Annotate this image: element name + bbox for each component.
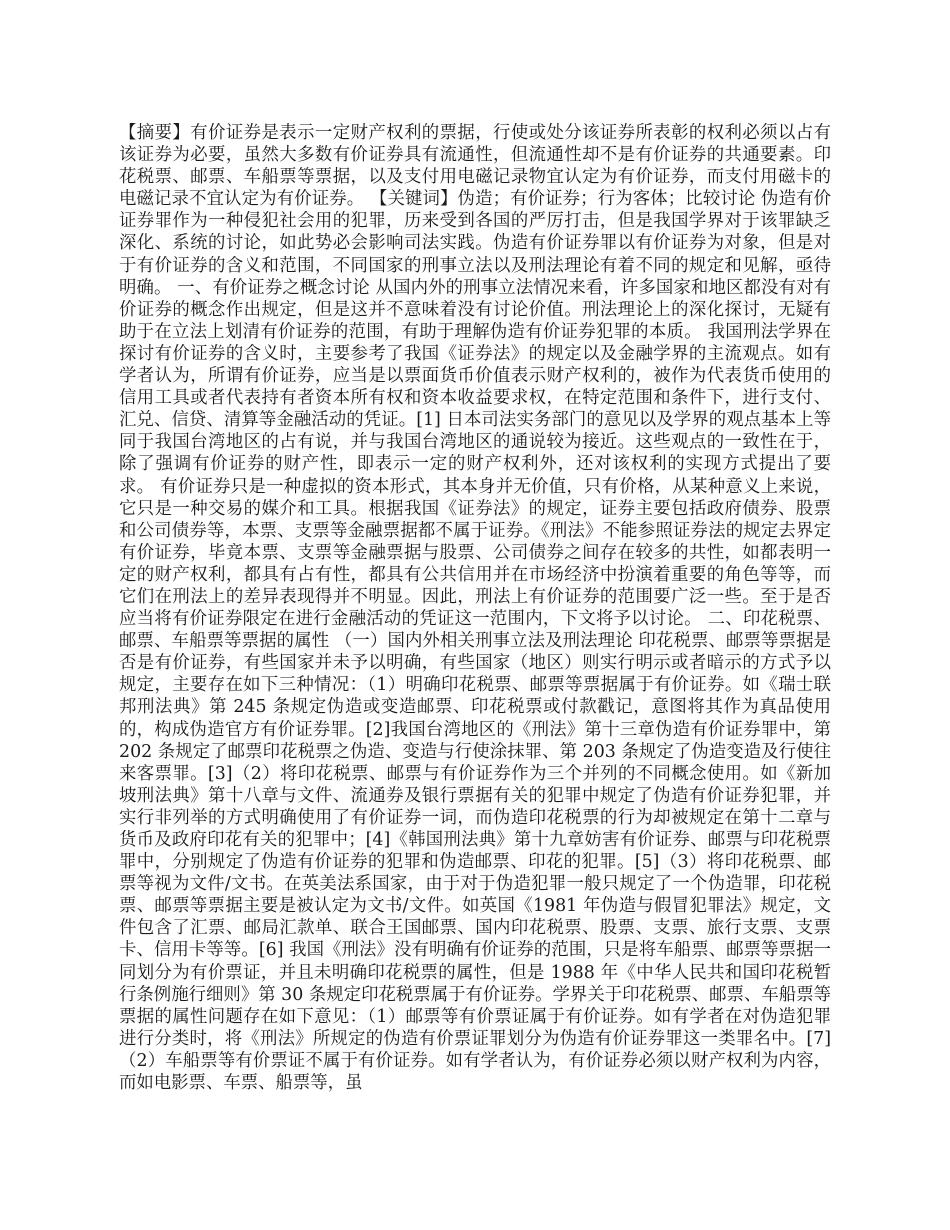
article-body-text: 【摘要】有价证券是表示一定财产权利的票据，行使或处分该证券所表彰的权利必须以占有该证券为必要，虽然大多数有价证券具有流通性，但流通性却不是有价证券的共通要素。印花税票、邮票、车船票等票据，以及支付用电磁记录物宜认定为有价证券，而支付用磁卡的电磁记录不宜认定为有价证券。 【关键词】伪造；有价证券；行为客体；比较讨论 伪造有价证券罪作为一种侵犯社会用的犯罪，历来受到各国的严厉打击，但是我国学界对于该罪缺乏深化、系统的讨论，如此势必会影响司法实践。伪造有价证券罪以有价证券为对象，但是对于有价证券的含义和范围，不同国家的刑事立法以及刑法理论有着不同的规定和见解，亟待明确。 一、有价证券之概念讨论 从国内外的刑事立法情况来看，许多国家和地区都没有对有价证券的概念作出规定，但是这并不意味着没有讨论价值。刑法理论上的深化探讨，无疑有助于在立法上划清有价证券的范围，有助于理解伪造有价证券犯罪的本质。 我国刑法学界在探讨有价证券的含义时，主要参考了我国《证券法》的规定以及金融学界的主流观点。如有学者认为，所谓有价证券，应当是以票面货币价值表示财产权利的，被作为代表货币使用的信用工具或者代表持有者资本所有权和资本收益要求权，在特定范围和条件下，进行支付、汇兑、信贷、清算等金融活动的凭证。[1] 日本司法实务部门的意见以及学界的观点基本上等同于我国台湾地区的占有说，并与我国台湾地区的通说较为接近。这些观点的一致性在于，除了强调有价证券的财产性，即表示一定的财产权利外，还对该权利的实现方式提出了要求。 有价证券只是一种虚拟的资本形式，其本身并无价值，只有价格，从某种意义上来说，它只是一种交易的媒介和工具。根据我国《证券法》的规定，证券主要包括政府债券、股票和公司债券等，本票、支票等金融票据都不属于证券。《刑法》不能参照证券法的规定去界定有价证券，毕竟本票、支票等金融票据与股票、公司债券之间存在较多的共性，如都表明一定的财产权利，都具有占有性，都具有公共信用并在市场经济中扮演着重要的角色等等，而它们在刑法上的差异表现得并不明显。因此，刑法上有价证券的范围要广泛一些。至于是否应当将有价证券限定在进行金融活动的凭证这一范围内，下文将予以讨论。 二、印花税票、邮票、车船票等票据的属性 （一）国内外相关刑事立法及刑法理论 印花税票、邮票等票据是否是有价证券，有些国家并未予以明确，有些国家（地区）则实行明示或者暗示的方式予以规定，主要存在如下三种情况：（1）明确印花税票、邮票等票据属于有价证券。如《瑞士联邦刑法典》第 245 条规定伪造或变造邮票、印花税票或付款戳记，意图将其作为真品使用的，构成伪造官方有价证券罪。[2]我国台湾地区的《刑法》第十三章伪造有价证券罪中，第 202 条规定了邮票印花税票之伪造、变造与行使涂抹罪、第 203 条规定了伪造变造及行使往来客票罪。[3]（2）将印花税票、邮票与有价证券作为三个并列的不同概念使用。如《新加坡刑法典》第十八章与文件、流通券及银行票据有关的犯罪中规定了伪造有价证券犯罪，并实行非列举的方式明确使用了有价证券一词，而伪造印花税票的行为却被规定在第十二章与货币及政府印花有关的犯罪中；[4]《韩国刑法典》第十九章妨害有价证券、邮票与印花税票罪中，分别规定了伪造有价证券的犯罪和伪造邮票、印花的犯罪。[5]（3）将印花税票、邮票等视为文件/文书。在英美法系国家，由于对于伪造犯罪一般只规定了一个伪造罪，印花税票、邮票等票据主要是被认定为文书/文件。如英国《1981 年伪造与假冒犯罪法》规定，文件包含了汇票、邮局汇款单、联合王国邮票、国内印花税票、股票、支票、旅行支票、支票卡、信用卡等等。[6] 我国《刑法》没有明确有价证券的范围，只是将车船票、邮票等票据一同划分为有价票证，并且未明确印花税票的属性，但是 1988 年《中华人民共和国印花税暂行条例施行细则》第 30 条规定印花税票属于有价证券。学界关于印花税票、邮票、车船票等票据的属性问题存在如下意见：（1）邮票等有价票证属于有价证券。如有学者在对伪造犯罪进行分类时，将《刑法》所规定的伪造有价票证罪划分为伪造有价证券罪这一类罪名中。[7]（2）车船票等有价票证不属于有价证券。如有学者认为，有价证券必须以财产权利为内容，而如电影票、车票、船票等，虽: [119, 123, 831, 1094]
